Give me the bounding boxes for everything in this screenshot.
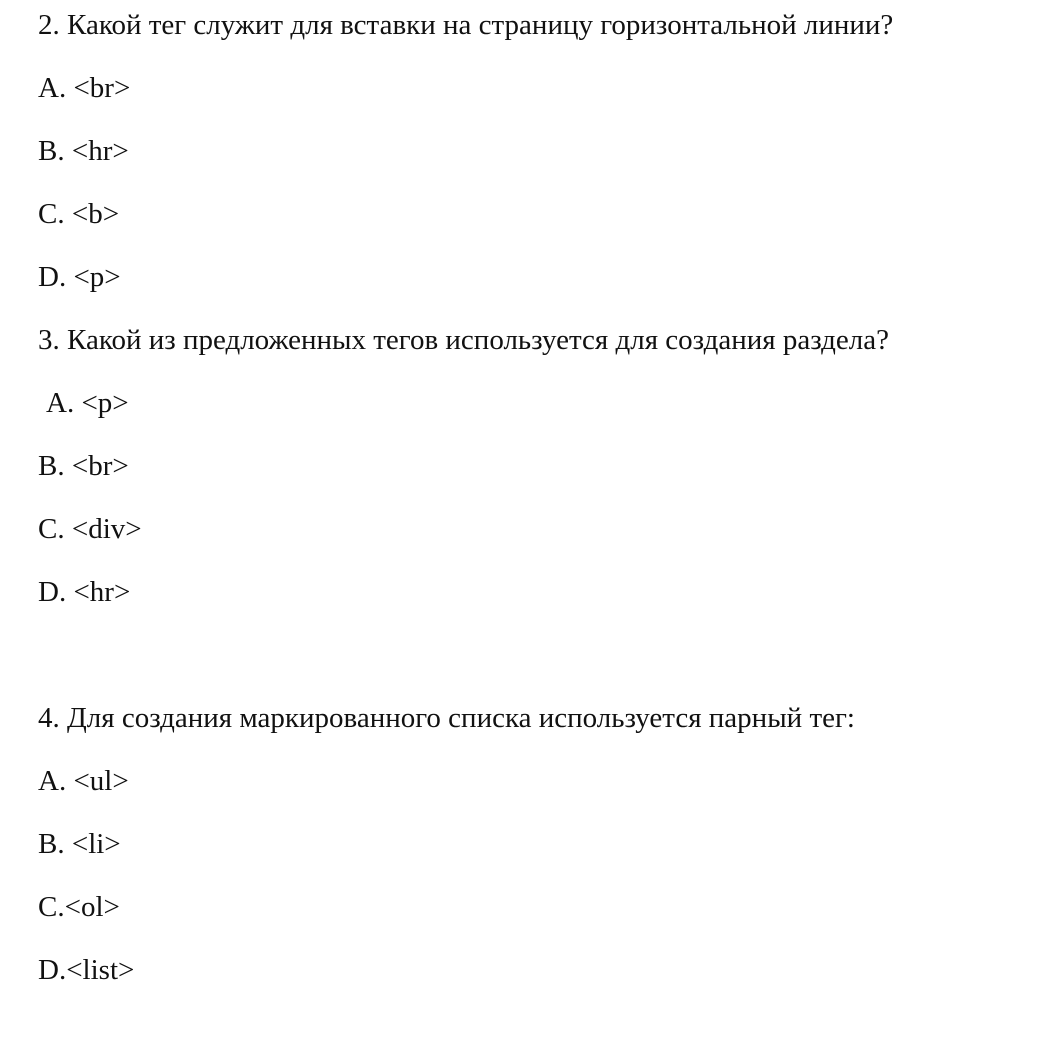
question-3-option-c: C. <div> [38, 513, 142, 545]
question-2-option-c: C. <b> [38, 198, 120, 230]
question-4-text: 4. Для создания маркированного списка используется парный тег: [38, 702, 855, 734]
question-2-option-a: A. <br> [38, 72, 131, 104]
question-4-option-b: B. <li> [38, 828, 121, 860]
question-4-option-c: C.<ol> [38, 891, 120, 923]
question-3-option-b: B. <br> [38, 450, 129, 482]
question-3-text: 3. Какой из предложенных тегов используется для создания раздела? [38, 324, 889, 356]
question-4-option-a: A. <ul> [38, 765, 129, 797]
question-3-option-a: A. <p> [46, 387, 129, 419]
question-4-option-d: D.<list> [38, 954, 135, 986]
question-2-option-b: B. <hr> [38, 135, 129, 167]
question-2-text: 2. Какой тег служит для вставки на страницу горизонтальной линии? [38, 9, 894, 41]
question-3-option-d: D. <hr> [38, 576, 131, 608]
question-2-option-d: D. <p> [38, 261, 121, 293]
